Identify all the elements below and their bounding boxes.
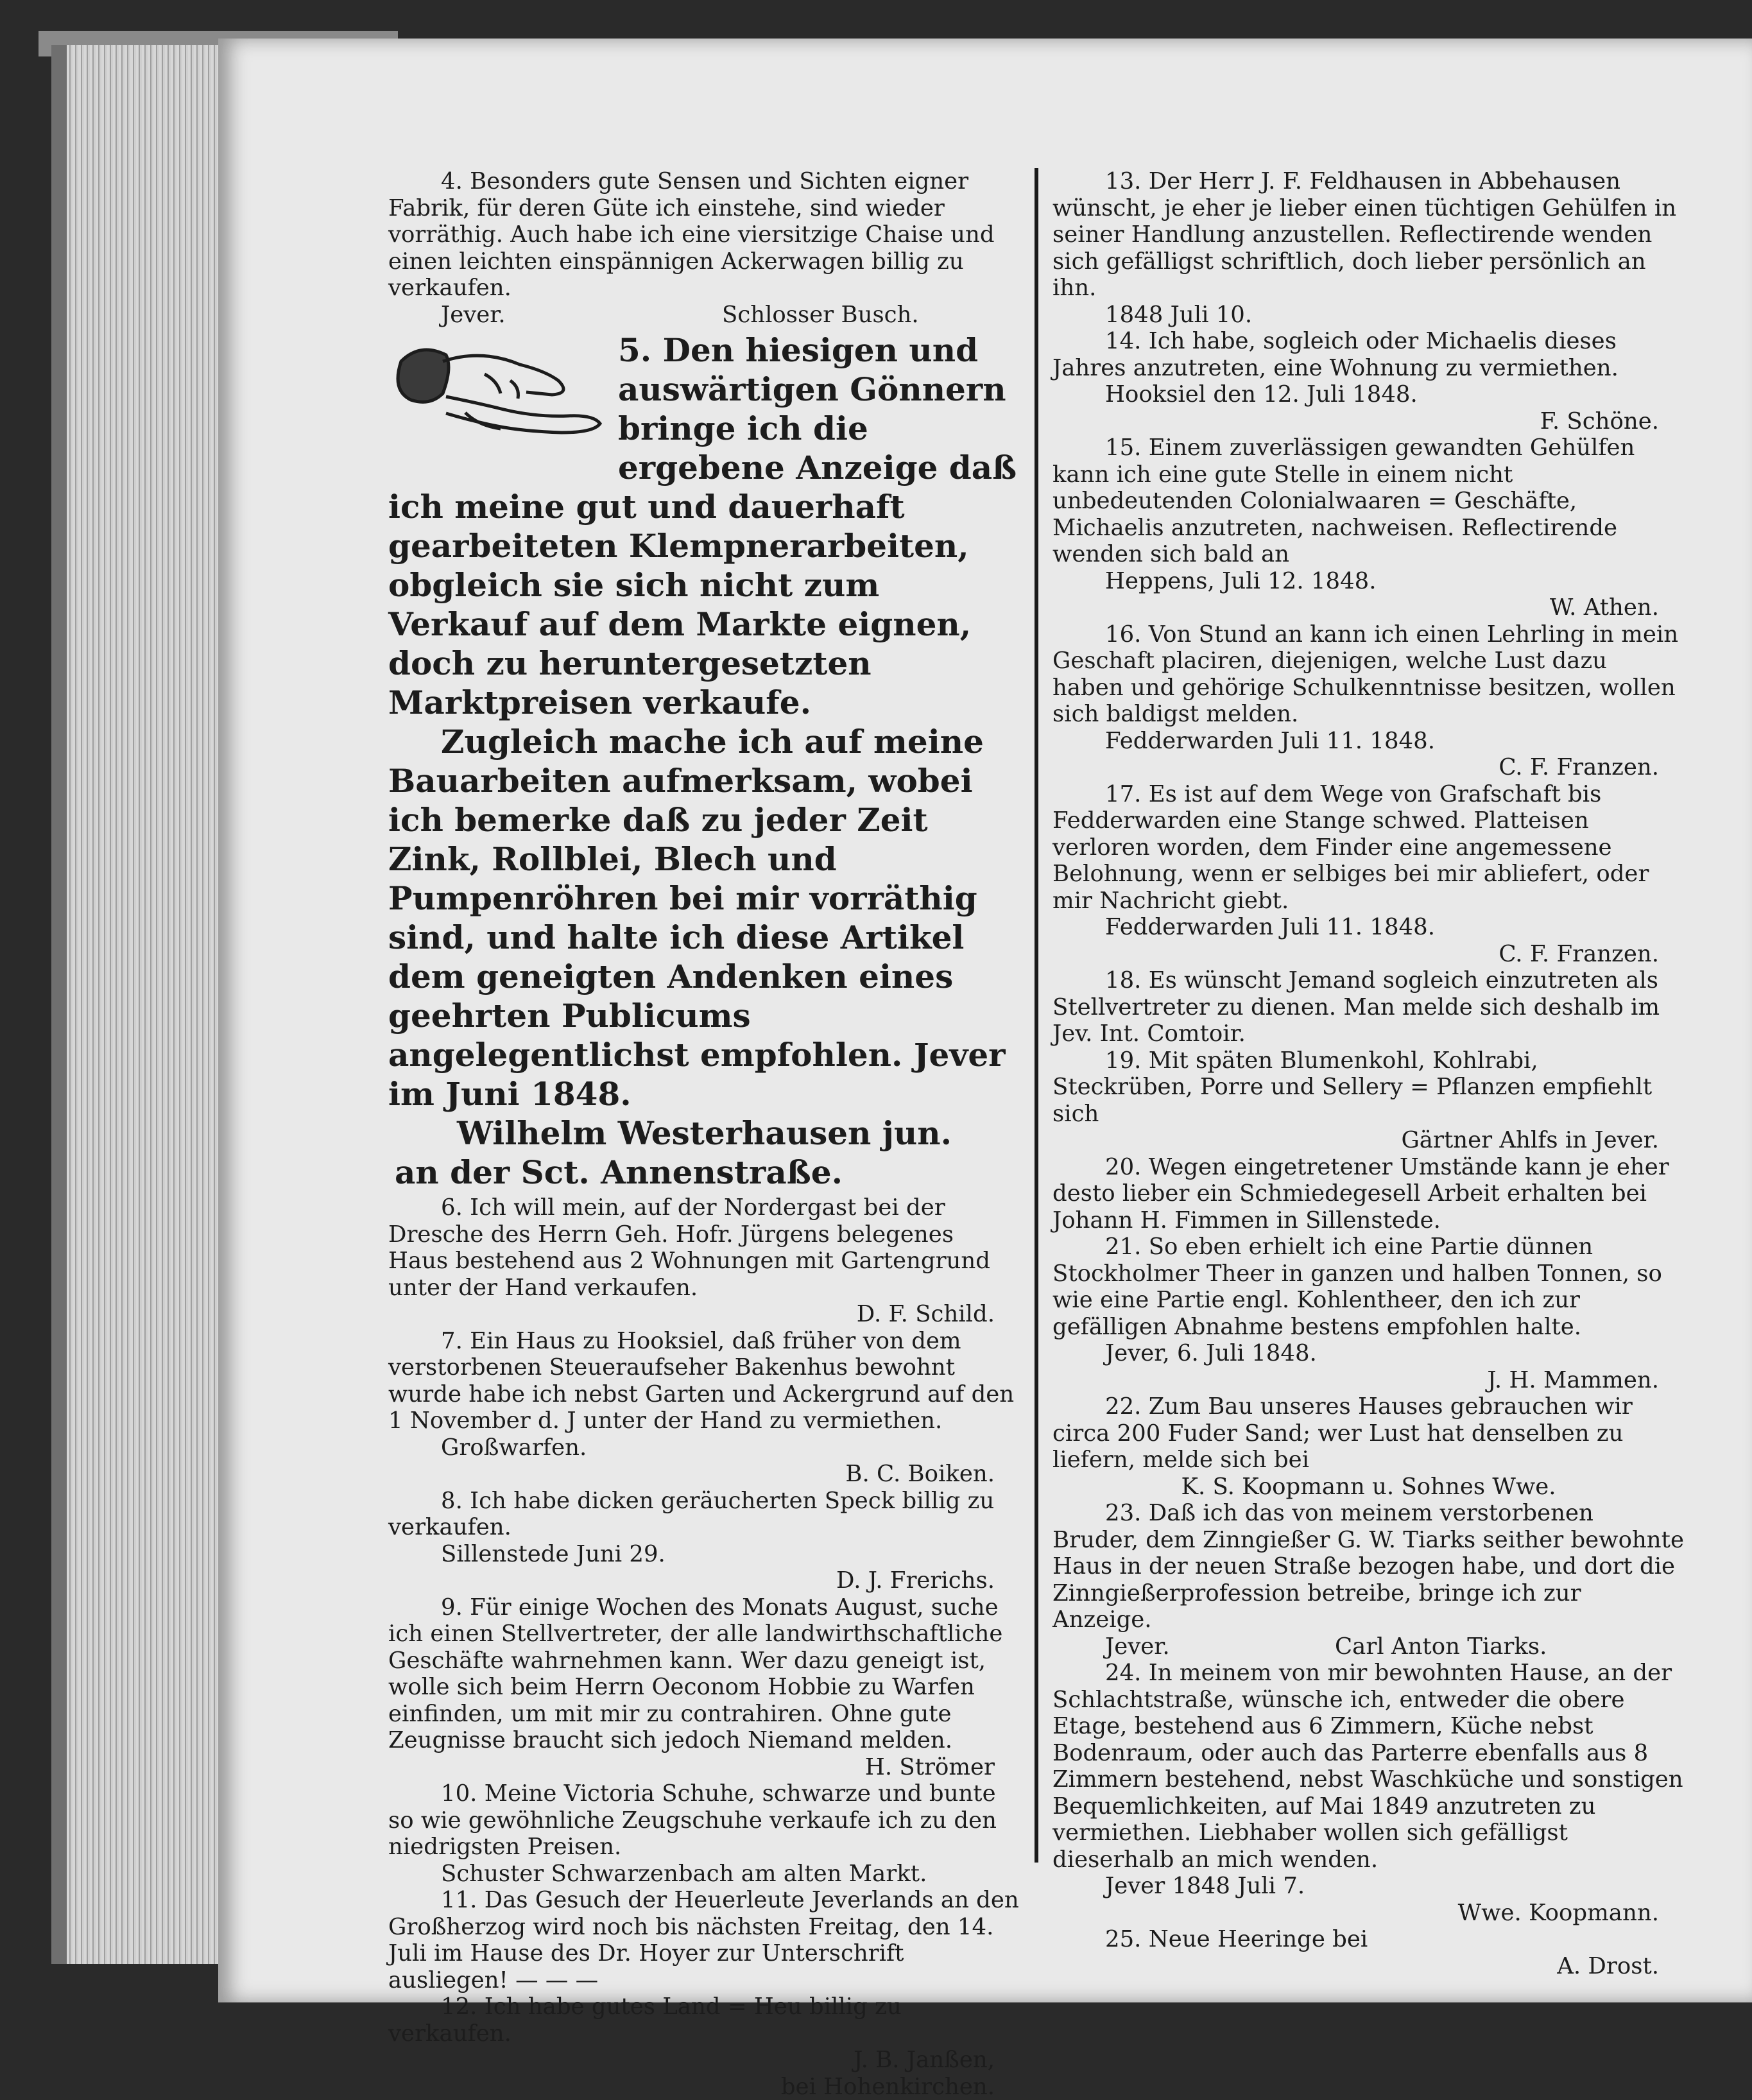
ad-signature: Schuster Schwarzenbach am alten Markt. bbox=[388, 1861, 1020, 1888]
ad-12 bbox=[388, 1993, 1020, 2100]
ad-4 bbox=[388, 168, 1020, 328]
ad-19 bbox=[1052, 1047, 1685, 1154]
ad-signature: F. Schöne. bbox=[1052, 408, 1685, 435]
ad-text: 8. Ich habe dicken geräucherten Speck billig zu verkaufen. bbox=[388, 1488, 1020, 1541]
ad-place: Heppens, Juli 12. 1848. bbox=[1052, 568, 1685, 595]
ad-text: 20. Wegen eingetretener Umstände kann je eher desto lieber ein Schmiedegesell Arbeit erhalten bei Johann H. Fimmen in Sillenstede. bbox=[1052, 1154, 1685, 1234]
ad-18 bbox=[1052, 967, 1685, 1047]
ad-place: Fedderwarden Juli 11. 1848. bbox=[1052, 914, 1685, 941]
ad-place: Sillenstede Juni 29. bbox=[388, 1541, 1020, 1568]
ad-signature: K. S. Koopmann u. Sohnes Wwe. bbox=[1052, 1474, 1685, 1501]
ad-signature: C. F. Franzen. bbox=[1052, 941, 1685, 968]
ad-text: 21. So eben erhielt ich eine Partie dünnen Stockholmer Theer in ganzen und halben Tonnen, so wie eine Partie engl. Kohlentheer, den ich zur gefälligen Abnahme bestens empfohlen halte. bbox=[1052, 1234, 1685, 1340]
ad-text: 13. Der Herr J. F. Feldhausen in Abbehausen wünscht, je eher je lieber einen tüchtigen Gehülfen in seiner Handlung anzustellen. Reflectirende wenden sich gefälligst schriftlich, doch lieber persönlich an ihn. bbox=[1052, 168, 1685, 302]
ad-24 bbox=[1052, 1660, 1685, 1926]
ad-text: 11. Das Gesuch der Heuerleute Jeverlands an den Großherzog wird noch bis nächsten Freitag, den 14. Juli im Hause des Dr. Hoyer zur Unterschrift ausliegen! — — — bbox=[388, 1887, 1020, 1993]
ad-signature: Gärtner Ahlfs in Jever. bbox=[1052, 1127, 1685, 1154]
ad-9 bbox=[388, 1594, 1020, 1781]
ad-text: 22. Zum Bau unseres Hauses gebrauchen wir circa 200 Fuder Sand; wer Lust hat denselben zu liefern, melde sich bei bbox=[1052, 1393, 1685, 1474]
right-column bbox=[1052, 168, 1685, 1979]
ad-23 bbox=[1052, 1500, 1685, 1660]
ad-13 bbox=[1052, 168, 1685, 328]
ad-text: 6. Ich will mein, auf der Nordergast bei der Dresche des Herrn Geh. Hofr. Jürgens belegenes Haus bestehend aus 2 Wohnungen mit Gartengrund unter der Hand verkaufen. bbox=[388, 1194, 1020, 1301]
ad-text: 16. Von Stund an kann ich einen Lehrling in mein Geschaft placiren, diejenigen, welche Lust dazu haben und gehörige Schulkenntnisse besitzen, wollen sich baldigst melden. bbox=[1052, 621, 1685, 728]
ad-date: 1848 Juli 10. bbox=[1052, 302, 1685, 329]
ad-place: Jever 1848 Juli 7. bbox=[1052, 1873, 1685, 1900]
ad-place: Jever. bbox=[388, 302, 506, 328]
ad-25 bbox=[1052, 1926, 1685, 1979]
ad-signature: J. B. Janßen, bbox=[388, 2047, 1020, 2074]
ad-signature: C. F. Franzen. bbox=[1052, 754, 1685, 781]
ad-signature: D. J. Frerichs. bbox=[388, 1567, 1020, 1594]
left-column bbox=[388, 168, 1020, 2100]
ad-14 bbox=[1052, 328, 1685, 435]
ad-text: 4. Besonders gute Sensen und Sichten eigner Fabrik, für deren Güte ich einstehe, sind wieder vorräthig. Auch habe ich eine viersitzige Chaise und einen leichten einspännigen Ackerwagen billig zu verkaufen. bbox=[388, 168, 1020, 302]
ad-6 bbox=[388, 1194, 1020, 1328]
ad-16 bbox=[1052, 621, 1685, 781]
ad-signature-large: Wilhelm Westerhausen jun. bbox=[388, 1114, 1020, 1153]
ad-text: 14. Ich habe, sogleich oder Michaelis dieses Jahres anzutreten, eine Wohnung zu vermiethen. bbox=[1052, 328, 1685, 381]
ad-place: Großwarfen. bbox=[388, 1434, 1020, 1461]
ad-text: 9. Für einige Wochen des Monats August, suche ich einen Stellvertreter, der alle landwirthschaftliche Geschäfte wahrnehmen kann. Wer dazu geneigt ist, wolle sich beim Herrn Oeconom Hobbie zu Warfen einfinden, um mit mir zu contrahiren. Ohne gute Zeugnisse braucht sich jedoch Niemand melden. bbox=[388, 1594, 1020, 1754]
ad-signature: B. C. Boiken. bbox=[388, 1461, 1020, 1488]
ad-5 bbox=[388, 331, 1020, 1192]
ad-8 bbox=[388, 1488, 1020, 1594]
ad-address-large: an der Sct. Annenstraße. bbox=[388, 1153, 1020, 1192]
ad-17 bbox=[1052, 781, 1685, 968]
ad-21 bbox=[1052, 1234, 1685, 1393]
ad-text: 18. Es wünscht Jemand sogleich einzutreten als Stellvertreter zu dienen. Man melde sich deshalb im Jev. Int. Comtoir. bbox=[1052, 967, 1685, 1047]
ad-text: 15. Einem zuverlässigen gewandten Gehülfen kann ich eine gute Stelle in einem nicht unbedeutenden Colonialwaaren = Geschäfte, Michaelis anzutreten, nachweisen. Reflectirende wenden sich bald an bbox=[1052, 435, 1685, 568]
ad-signature: J. H. Mammen. bbox=[1052, 1367, 1685, 1394]
ad-text: 10. Meine Victoria Schuhe, schwarze und bunte so wie gewöhnliche Zeugschuhe verkaufe ich zu den niedrigsten Preisen. bbox=[388, 1780, 1020, 1861]
column-rule bbox=[1035, 168, 1038, 1863]
ad-address: bei Hohenkirchen. bbox=[388, 2074, 1020, 2100]
ad-place: Jever. bbox=[1052, 1633, 1170, 1660]
ad-signature: A. Drost. bbox=[1052, 1953, 1685, 1980]
ad-text-large: 5. Den hiesigen und auswärtigen Gönnern bringe ich die ergebene Anzeige daß ich meine gut und dauerhaft gearbeiteten Klempnerarbeiten, obgleich sie sich nicht zum Verkauf auf dem Markte eignen, doch zu heruntergesetzten Marktpreisen verkaufe. bbox=[388, 331, 1020, 722]
ad-15 bbox=[1052, 435, 1685, 621]
ad-text: 24. In meinem von mir bewohnten Hause, an der Schlachtstraße, wünsche ich, entweder die obere Etage, bestehend aus 6 Zimmern, Küche nebst Bodenraum, oder auch das Parterre ebenfalls aus 8 Zimmern bestehend, nebst Waschküche und sonstigen Bequemlichkeiten, auf Mai 1849 anzutreten zu vermiethen. Liebhaber wollen sich gefälligst dieserhalb an mich wenden. bbox=[1052, 1660, 1685, 1873]
ad-text: 7. Ein Haus zu Hooksiel, daß früher von dem verstorbenen Steueraufseher Bakenhus bewohnt wurde habe ich nebst Garten und Ackergrund auf den 1 November d. J unter der Hand zu vermiethen. bbox=[388, 1328, 1020, 1434]
ad-place: Jever, 6. Juli 1848. bbox=[1052, 1340, 1685, 1367]
ad-10 bbox=[388, 1780, 1020, 1887]
ad-text: 19. Mit späten Blumenkohl, Kohlrabi, Steckrüben, Porre und Sellery = Pflanzen empfiehlt sich bbox=[1052, 1047, 1685, 1128]
ad-text-large: Zugleich mache ich auf meine Bauarbeiten aufmerksam, wobei ich bemerke daß zu jeder Zeit Zink, Rollblei, Blech und Pumpenröhren bei mir vorräthig sind, und halte ich diese Artikel dem geneigten Andenken eines geehrten Publicums angelegentlichst empfohlen. Jever im Juni 1848. bbox=[388, 722, 1020, 1114]
ad-signature: Carl Anton Tiarks. bbox=[1335, 1633, 1547, 1660]
ad-22 bbox=[1052, 1393, 1685, 1500]
ad-signature: D. F. Schild. bbox=[388, 1301, 1020, 1328]
ad-place: Hooksiel den 12. Juli 1848. bbox=[1052, 381, 1685, 408]
ad-20 bbox=[1052, 1154, 1685, 1234]
ad-text: 25. Neue Heeringe bei bbox=[1052, 1926, 1685, 1953]
ad-place: Fedderwarden Juli 11. 1848. bbox=[1052, 728, 1685, 755]
ad-7 bbox=[388, 1328, 1020, 1488]
ad-signature: H. Strömer bbox=[388, 1754, 1020, 1781]
ad-11 bbox=[388, 1887, 1020, 1993]
ad-text: 23. Daß ich das von meinem verstorbenen Bruder, dem Zinngießer G. W. Tiarks seither bewohnte Haus in der neuen Straße bezogen habe, und dort die Zinngießerprofession betreibe, bringe ich zur Anzeige. bbox=[1052, 1500, 1685, 1633]
ad-text: 12. Ich habe gutes Land = Heu billig zu verkaufen. bbox=[388, 1993, 1020, 2047]
ad-text: 17. Es ist auf dem Wege von Grafschaft bis Fedderwarden eine Stange schwed. Platteisen verloren worden, dem Finder eine angemessene Belohnung, wenn er selbiges bei mir abliefert, oder mir Nachricht giebt. bbox=[1052, 781, 1685, 915]
ad-signature: Schlosser Busch. bbox=[722, 302, 919, 329]
ad-signature: Wwe. Koopmann. bbox=[1052, 1900, 1685, 1927]
pointing-hand-icon bbox=[388, 336, 606, 458]
ad-signature: W. Athen. bbox=[1052, 594, 1685, 621]
